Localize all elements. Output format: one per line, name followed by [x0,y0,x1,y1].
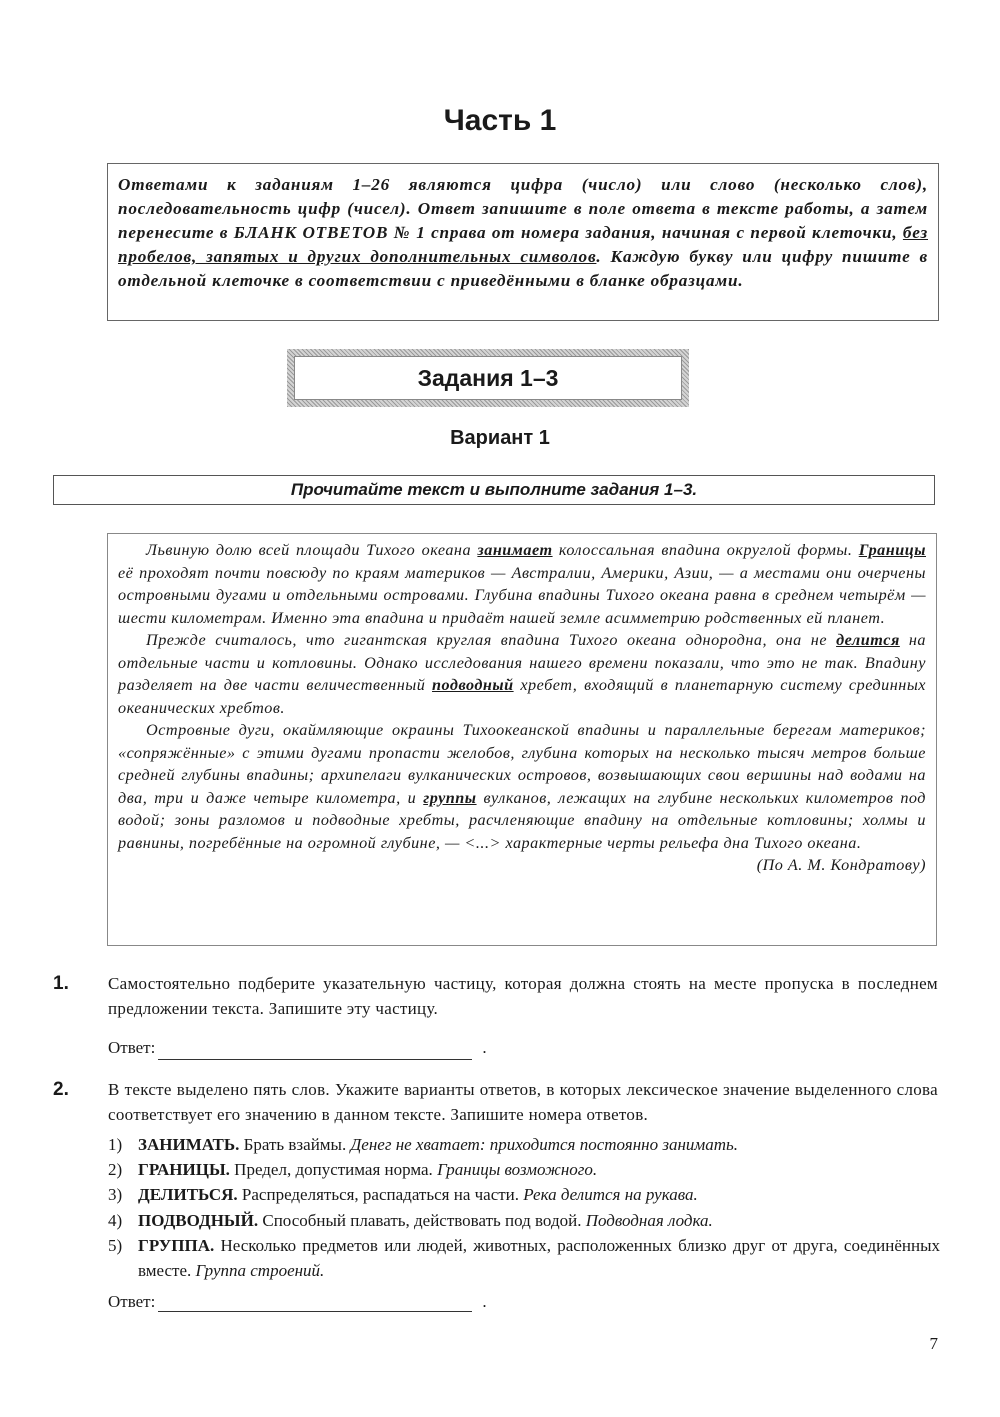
reading-paragraph-1: Львиную долю всей площади Тихого океана занимает колоссальная впадина округлой формы. Границы её проходят почти повсюду по краям материков — Австралии, Америки, Азии, — а местами они очерчены островными дугами и отдельными островами. Глубина впадины Тихого океана равна в среднем четырём — шести километрам. Именно эта впадина и придаёт нашей земле асимметрию родственных ей планет. [118,541,926,627]
keyword-granitsy: Границы [858,541,926,559]
reading-source: (По А. М. Кондратову) [756,856,926,874]
option-4: 4) ПОДВОДНЫЙ. Способный плавать, действовать под водой. Подводная лодка. [108,1210,713,1230]
reading-paragraph-3: Островные дуги, окаймляющие окраины Тихоокеанской впадины и параллельные берегам материков; «сопряжённые» с этими дугами пропасти желобов, глубина которых на несколько тысяч метров больше средней глубины впадины; архипелаги вулканических островов, возвышающих свои вершины над водами на два, три и даже четыре километра, и группы вулканов, лежащих на глубине нескольких километров под водой; зоны разломов и подводные хребты, расчленяющие впадину на отдельные котловины; холмы и равнины, погребённые на огромной глубине, — <...> характерные черты рельефа дна Тихого океана. [118,721,926,852]
reading-text [107,533,937,946]
tasks-banner [287,349,689,407]
reading-paragraph-2: Прежде считалось, что гигантская круглая впадина Тихого океана однородна, она не делится на отдельные части и котловины. Однако исследования нашего времени показали, что это не так. Впадину разделяет на две части величественный подводный хребет, входящий в планетарную систему срединных океанических хребтов. [118,631,926,717]
option-5: 5) ГРУППА. Несколько предметов или людей, животных, расположенных близко друг от друга, соединённых вместе. Группа строений. [108,1235,940,1281]
keyword-zanimaet: занимает [477,541,553,559]
question-text: В тексте выделено пять слов. Укажите варианты ответов, в которых лексическое значение выделенного слова соответствует его значению в данном тексте. Запишите номера ответов. [108,1080,938,1124]
variant-title: Вариант 1 [450,427,550,449]
keyword-gruppy: группы [423,788,477,807]
page-number: 7 [929,1334,938,1353]
answer-label: Ответ: [108,1292,156,1311]
read-instruction: Прочитайте текст и выполните задания 1–3. [53,475,935,505]
instructions-box [107,163,939,321]
answer-line: Ответ: . [108,1035,487,1060]
instructions-text: Ответами к заданиям 1–26 являются цифра (число) или слово (несколько слов), последовательность цифр (чисел). Ответ запишите в поле ответа в тексте работы, а затем перенесите в БЛАНК ОТВЕТОВ № 1 справа от номера задания, начиная с первой клеточки, без пробелов, запятых и других дополнительных символов. Каждую букву или цифру пишите в отдельной клеточке в соответствии с приведёнными в бланке образцами. [118,175,928,290]
answer-field[interactable] [158,1293,472,1312]
keyword-podvodny: подводный [432,676,514,694]
answer-line: Ответ: . [108,1292,487,1311]
question-number: 2. [53,1079,69,1100]
option-3: 3) ДЕЛИТЬСЯ. Распределяться, распадаться на части. Река делится на рукава. [108,1185,698,1205]
tasks-banner-title: Задания 1–3 [294,356,682,400]
answer-label: Ответ: [108,1038,156,1057]
instructions-underlined: без пробелов, запятых и других дополнительных символов [118,223,928,266]
page-title: Часть 1 [443,104,557,137]
keyword-delitsya: делится [836,631,900,649]
answer-field[interactable] [158,1041,472,1060]
question-text: Самостоятельно подберите указательную частицу, которая должна стоять на месте пропуска в последнем предложении текста. Запишите эту частицу. [108,974,938,1018]
option-2: 2) ГРАНИЦЫ. Предел, допустимая норма. Границы возможного. [108,1160,598,1180]
option-1: 1) ЗАНИМАТЬ. Брать взаймы. Денег не хватает: приходится постоянно занимать. [108,1135,739,1154]
question-number: 1. [53,973,69,994]
answer-options [108,1132,940,1283]
